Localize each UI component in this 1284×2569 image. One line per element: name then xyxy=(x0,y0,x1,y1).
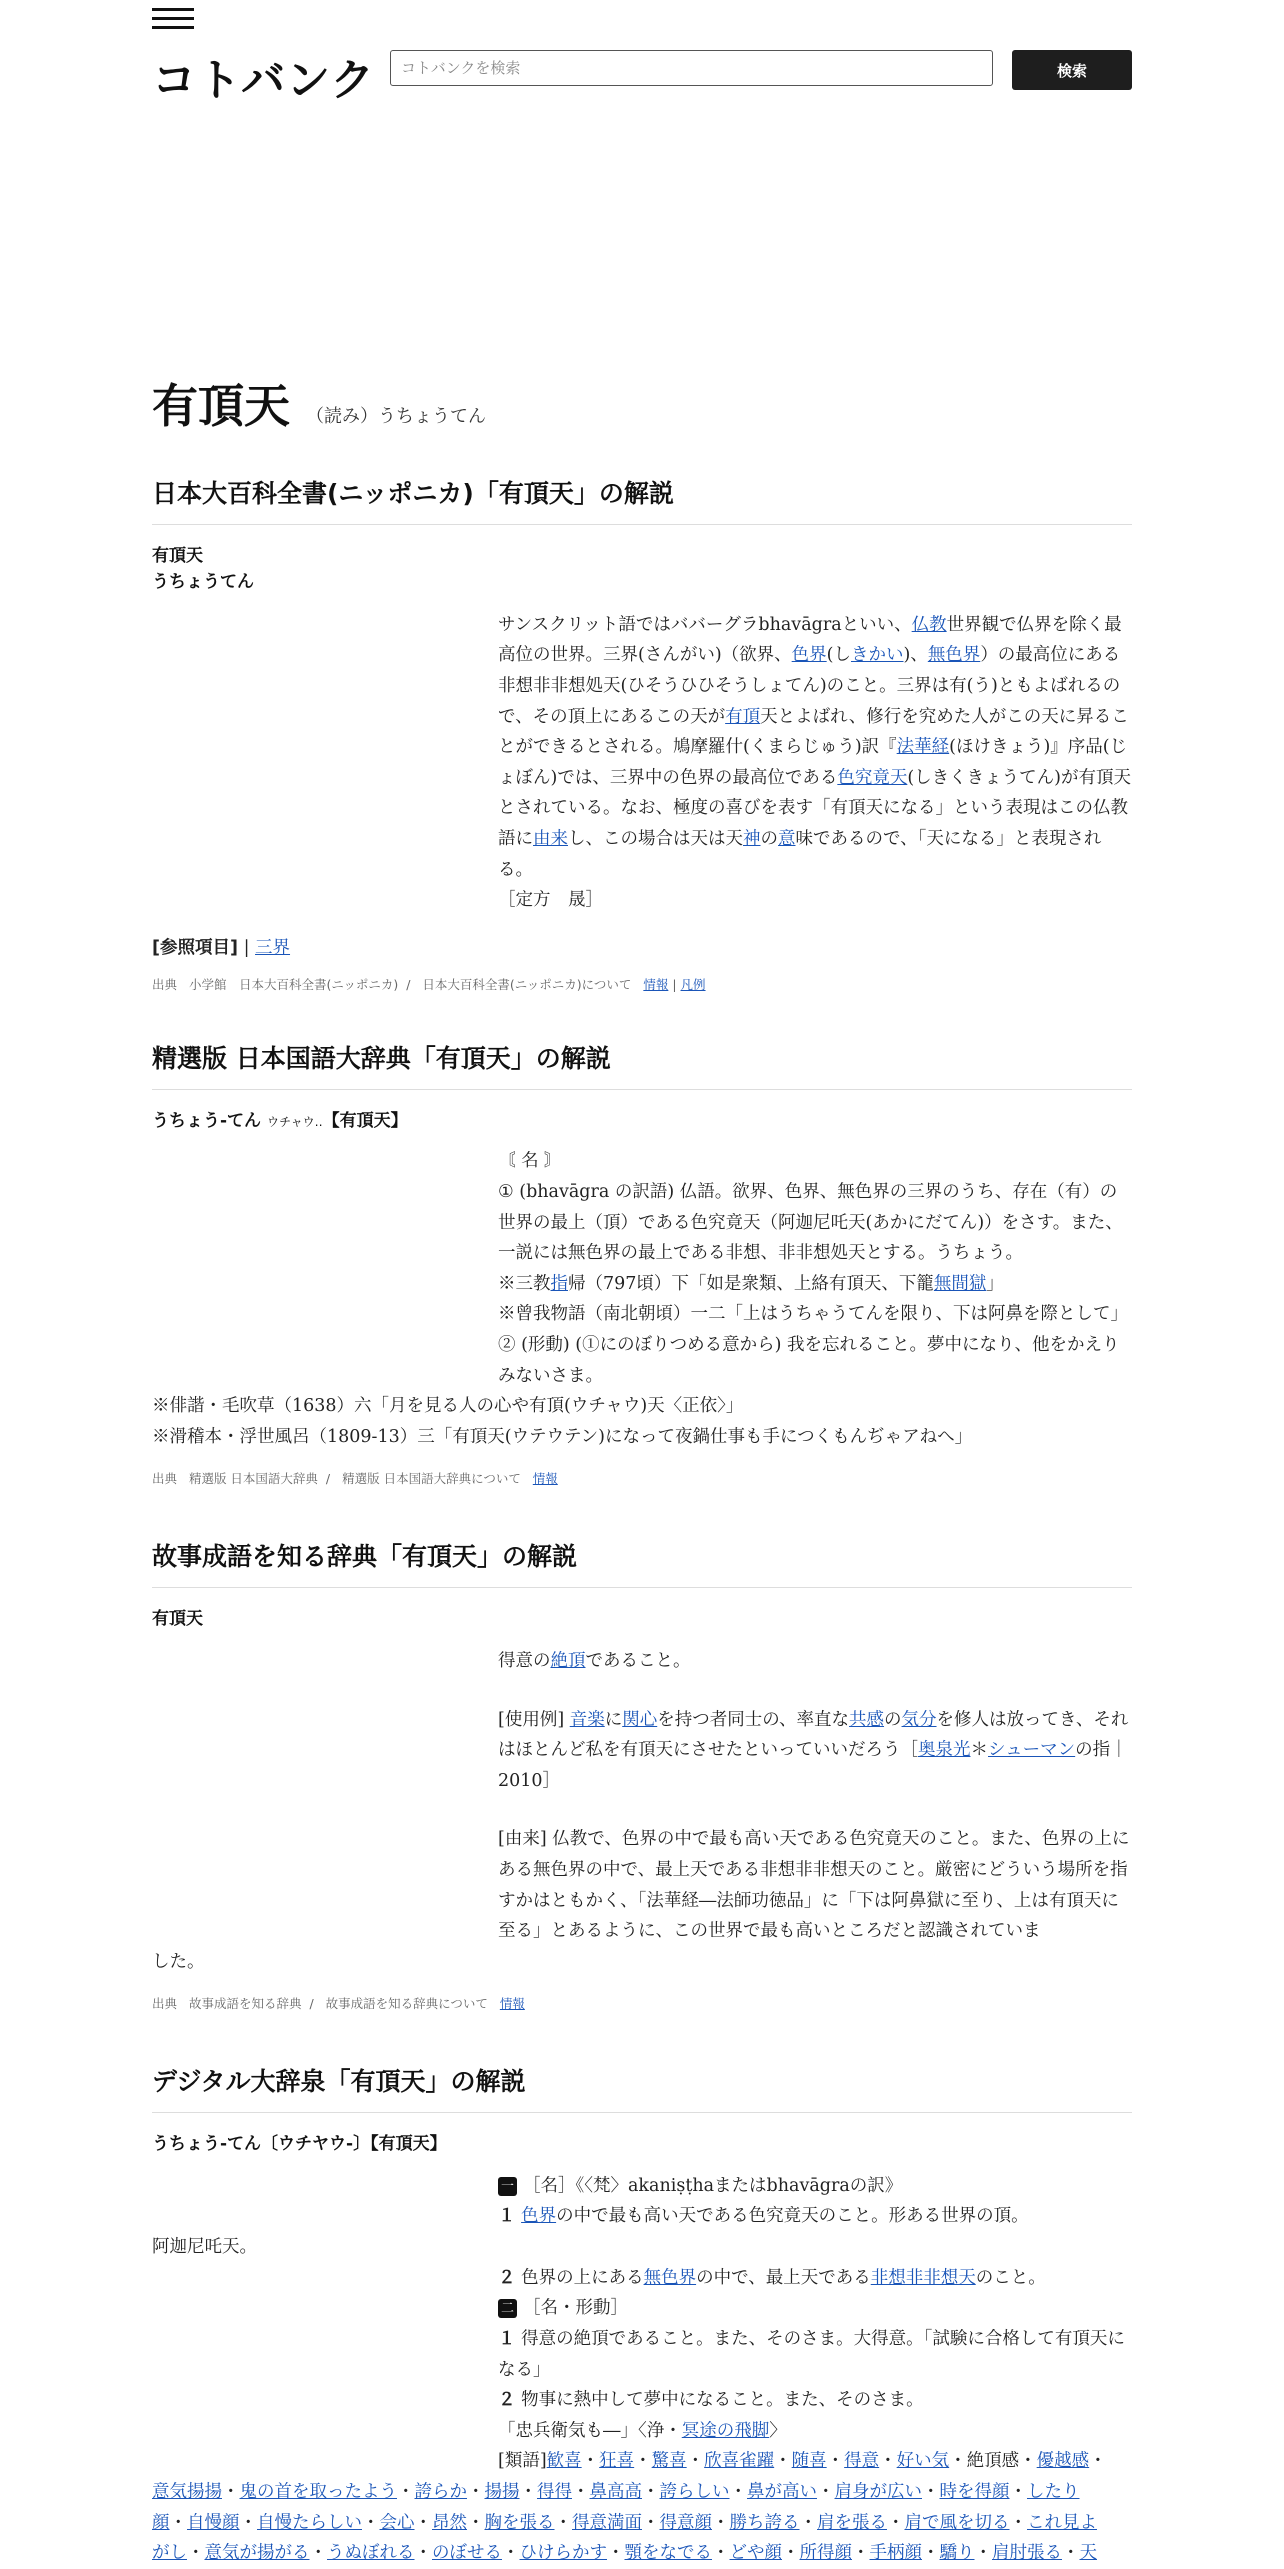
site-header xyxy=(152,0,1132,110)
synonym-link[interactable]: これ見よ xyxy=(1027,2512,1097,2533)
link-mukengoku[interactable]: 無間獄 xyxy=(933,1273,987,1294)
entry-head: うちょう‐てん〔ウチヤウ‐〕【有頂天】 xyxy=(152,2133,447,2154)
link-mushikikai[interactable]: 無色界 xyxy=(643,2267,697,2288)
synonym-link[interactable]: 顔 xyxy=(152,2512,170,2533)
source-meta: 出典 精選版 日本国語大辞典 / 精選版 日本国語大辞典について 情報 xyxy=(152,1470,558,1486)
link-hokekyo[interactable]: 法華経 xyxy=(896,737,950,758)
link-mushikikai[interactable]: 無色界 xyxy=(927,645,981,666)
section-title: デジタル大辞泉「有頂天」の解説 xyxy=(152,2062,1132,2113)
synonym-link[interactable]: 好い気 xyxy=(896,2451,950,2472)
synonym-link[interactable]: がし xyxy=(152,2543,187,2564)
synonym-link[interactable]: 欣喜雀躍 xyxy=(704,2451,775,2472)
synonyms-line4: がし・意気が揚がる・うぬぼれる・のぼせる・ひけらかす・顎をなでる・どや顔・所得顔・手柄顔・驕り・肩肘張る・天 xyxy=(152,2543,1097,2564)
synonym-link[interactable]: 誇らしい xyxy=(659,2482,730,2503)
link-meidonohikyaku[interactable]: 冥途の飛脚 xyxy=(681,2420,770,2441)
link-shikikai[interactable]: 色界 xyxy=(791,645,827,666)
synonym-link[interactable]: 意気揚揚 xyxy=(152,2482,222,2503)
synonym-link[interactable]: 誇らか xyxy=(414,2482,467,2503)
hanrei-link[interactable]: 凡例 xyxy=(680,976,706,992)
synonym-link[interactable]: 優越感 xyxy=(1036,2451,1090,2472)
synonym-link[interactable]: 得意満面 xyxy=(572,2512,642,2533)
section-title: 精選版 日本国語大辞典「有頂天」の解説 xyxy=(152,1039,1132,1090)
sense-badge: 二 xyxy=(498,2299,517,2318)
synonym-link[interactable]: 手柄顔 xyxy=(869,2543,922,2564)
link-yurai[interactable]: 由来 xyxy=(533,829,568,850)
synonym-link[interactable]: 顎をなでる xyxy=(624,2543,712,2564)
entry-author: ［定方 晟］ xyxy=(498,890,603,911)
ad-space xyxy=(152,110,1132,370)
synonym-link[interactable]: 得意 xyxy=(844,2451,880,2472)
link-schumann[interactable]: シューマン xyxy=(988,1740,1076,1761)
entry-body-tail: した。 xyxy=(152,1951,205,1972)
synonym-link[interactable]: 鼻が高い xyxy=(747,2482,817,2503)
section-title: 故事成語を知る辞典「有頂天」の解説 xyxy=(152,1537,1132,1588)
entry-body: 〘 名 〙 ① (bhavāgra の訳語) 仏語。欲界、色界、無色界の三界のうち、存在（有）の世界の最上（頂）である色究竟天（阿迦尼吒天(あかにだてん)）をさす。また、一説には無色界の最上である非想、非非想処天とする。うちょう。 ※三教指帰（797頃）下「如是衆類、上絡有頂天、下籠無間獄」 ※曾我物語（南北朝頃）一二「上はうちゃうてんを限り、下は阿鼻を際として」 ② (形動) (①にのぼりつめる意から) 我を忘れること。夢中になり、他をかえりみないさま。 xyxy=(498,1151,1128,1386)
link-bukkyo[interactable]: 仏教 xyxy=(911,614,947,635)
entry-body: サンスクリット語ではババーグラbhavāgraといい、仏教世界観で仏界を除く最高位の世界。三界(さんがい)（欲界、色界(しきかい)、無色界）の最高位にある非想非非想処天(ひそうひひそうしょてん)のこと。三界は有(う)ともよばれるので、その頂上にあるこの天が有頂天とよばれ、修行を究めた人がこの天に昇ることができるとされる。鳩摩羅什(くまらじゅう)訳『法華経(ほけきょう)』序品(じょぼん)では、三界中の色界の最高位である色究竟天(しきくきょうてん)が有頂天とされている。なお、極度の喜びを表す「有頂天になる」という表現はこの仏教語に由来し、この場合は天は天神の意味であるので、「天になる」と表現される。 ［定方 晟］ xyxy=(498,610,1132,916)
source-meta: 出典 故事成語を知る辞典 / 故事成語を知る辞典について 情報 xyxy=(152,1995,525,2011)
link-kyoukan[interactable]: 共感 xyxy=(849,1709,885,1730)
entry-reading: うちょうてん xyxy=(152,572,254,593)
site-logo[interactable]: コトバンク xyxy=(152,55,376,106)
info-link[interactable]: 情報 xyxy=(643,976,669,992)
example-quote: ※俳諧・毛吹草（1638）六「月を見る人の心や有頂(ウチャウ)天〈正依〉」 xyxy=(152,1396,744,1417)
link-hisouhihisouten[interactable]: 非想非非想天 xyxy=(870,2267,976,2288)
entry-body: 一 ［名］《〈梵〉akaniṣṭhaまたはbhavāgraの訳》 １ 色界の中で最も高い天である色究竟天のこと。形ある世界の頂。 xyxy=(498,2175,1029,2227)
synonym-link[interactable]: 時を得顔 xyxy=(939,2482,1010,2503)
synonym-link[interactable]: 肩を張る xyxy=(817,2512,887,2533)
section-koji xyxy=(152,1537,1132,2012)
synonym-link[interactable]: 驕り xyxy=(939,2543,975,2564)
source-meta: 出典 小学館 日本大百科全書(ニッポニカ) / 日本大百科全書(ニッポニカ)について 情報 | 凡例 xyxy=(152,976,706,992)
synonym-link[interactable]: どや顔 xyxy=(729,2543,782,2564)
synonym-link[interactable]: 天 xyxy=(1079,2543,1097,2564)
sense-badge: 一 xyxy=(498,2177,517,2196)
synonym-link[interactable]: 意気が揚がる xyxy=(204,2543,310,2564)
link-okuizumi[interactable]: 奥泉光 xyxy=(918,1740,971,1761)
link-shikikai[interactable]: 色界 xyxy=(521,2206,557,2227)
synonym-link[interactable]: 揚揚 xyxy=(484,2482,520,2503)
link-kami[interactable]: 神 xyxy=(743,829,761,850)
synonym-link[interactable]: 肩で風を切る xyxy=(904,2512,1010,2533)
synonym-link[interactable]: ひけらかす xyxy=(519,2543,607,2564)
synonym-link[interactable]: 所得顔 xyxy=(799,2543,852,2564)
synonym-link[interactable]: 昂然 xyxy=(432,2512,467,2533)
entry-head: 有頂天 xyxy=(152,1608,203,1629)
entry-body: 得意の絶頂であること。 [使用例] 音楽に関心を持つ者同士の、率直な共感の気分を修人は放ってき、それはほとんど私を有頂天にさせたといっていいだろう［奥泉光＊シューマンの指｜2010］ [由来] 仏教で、色界の中で最も高い天である色究竟天のこと。また、色界の上にある無色界の中で、最上天である非想非非想天のこと。厳密にどういう場所を指すかはともかく、「法華経―法師功徳品」に「下は阿鼻獄に至り、上は有頂天に至る」とあるように、この世界で最も高いところだと認識されていま xyxy=(498,1650,1130,1942)
synonym-link[interactable]: 随喜 xyxy=(791,2451,827,2472)
link-shikikukyouten[interactable]: 色究竟天 xyxy=(837,767,908,788)
link-kibun[interactable]: 気分 xyxy=(901,1709,937,1730)
synonym-link[interactable]: 鼻高高 xyxy=(589,2482,642,2503)
synonym-link[interactable]: 自慢たらしい xyxy=(257,2512,362,2533)
link-shi[interactable]: 指 xyxy=(550,1273,568,1294)
synonym-link[interactable]: 勝ち誇る xyxy=(729,2512,800,2533)
info-link[interactable]: 情報 xyxy=(532,1470,558,1486)
synonym-link[interactable]: 肩身が広い xyxy=(834,2482,922,2503)
section-title: 日本大百科全書(ニッポニカ)「有頂天」の解説 xyxy=(152,474,1132,525)
synonym-link[interactable]: 自慢顔 xyxy=(187,2512,240,2533)
link-kikai[interactable]: きかい xyxy=(850,645,904,666)
link-uchou[interactable]: 有頂 xyxy=(725,706,761,727)
reference-items: [参照項目] | 三界 xyxy=(152,937,291,958)
synonyms-line2: 意気揚揚・鬼の首を取ったよう・誇らか・揚揚・得得・鼻高高・誇らしい・鼻が高い・肩身が広い・時を得顔・したり xyxy=(152,2482,1080,2503)
synonym-link[interactable]: 鬼の首を取ったよう xyxy=(239,2482,397,2503)
entry-head: 有頂天 xyxy=(152,546,203,566)
synonym-link[interactable]: 肩肘張る xyxy=(992,2543,1062,2564)
synonym-link[interactable]: 狂喜 xyxy=(599,2451,635,2472)
section-nipponica xyxy=(152,474,1132,993)
synonym-link[interactable]: のぼせる xyxy=(432,2543,502,2564)
search-input[interactable] xyxy=(390,50,993,86)
link-kanshin[interactable]: 関心 xyxy=(622,1709,658,1730)
example-quote: ※滑稽本・浮世風呂（1809‐13）三「有頂天(ウテウテン)になって夜鍋仕事も手につくもんぢゃアねへ」 xyxy=(152,1426,973,1447)
synonyms-line3: 顔・自慢顔・自慢たらしい・会心・昂然・胸を張る・得意満面・得意顔・勝ち誇る・肩を張る・肩で風を切る・これ見よ xyxy=(152,2512,1097,2533)
section-seisenban xyxy=(152,1039,1132,1487)
synonym-link[interactable]: うぬぼれる xyxy=(327,2543,415,2564)
synonyms-line1: [類語]歓喜・狂喜・驚喜・欣喜雀躍・随喜・得意・好い気・絶頂感・優越感・ xyxy=(498,2451,1107,2472)
synonym-link[interactable]: 会心 xyxy=(379,2512,415,2533)
page-title: 有頂天 xyxy=(152,379,290,433)
synonym-link[interactable]: 胸を張る xyxy=(484,2512,555,2533)
link-ongaku[interactable]: 音楽 xyxy=(569,1709,605,1730)
link-sangai[interactable]: 三界 xyxy=(255,937,291,958)
headword-reading: （読み）うちょうてん xyxy=(306,406,486,427)
synonym-link[interactable]: 驚喜 xyxy=(651,2451,687,2472)
entry-body: ２ 色界の上にある無色界の中で、最上天である非想非非想天のこと。 二 ［名・形動］ １ 得意の絶頂であること。また、そのさま。大得意。「試験に合格して有頂天になる」 ２ 物事に熱中して夢中になること。また、そのさま。 「忠兵衛気も―」〈浄・冥途の飛脚〉 [類語]歓喜・狂喜・驚喜・欣喜雀躍・随喜・得意・好い気・絶頂感・優越感・ xyxy=(498,2263,1132,2477)
hamburger-menu-icon[interactable] xyxy=(152,8,194,32)
entry-head: うちょう‐てん ウチャウ‥【有頂天】 xyxy=(152,1110,408,1131)
link-imi[interactable]: 意 xyxy=(778,829,796,850)
synonym-link[interactable]: 得意顔 xyxy=(659,2512,712,2533)
section-daijisen xyxy=(152,2062,1132,2569)
entry-body-cont: 阿迦尼吒天。 xyxy=(152,2237,257,2258)
headword-row xyxy=(152,370,1132,436)
link-zetchou[interactable]: 絶頂 xyxy=(550,1650,586,1671)
synonym-link[interactable]: したり xyxy=(1027,2482,1080,2503)
synonym-link[interactable]: 得得 xyxy=(537,2482,572,2503)
search-button[interactable]: 検索 xyxy=(1012,50,1132,90)
info-link[interactable]: 情報 xyxy=(499,1995,525,2011)
synonym-link[interactable]: 歓喜 xyxy=(546,2451,582,2472)
